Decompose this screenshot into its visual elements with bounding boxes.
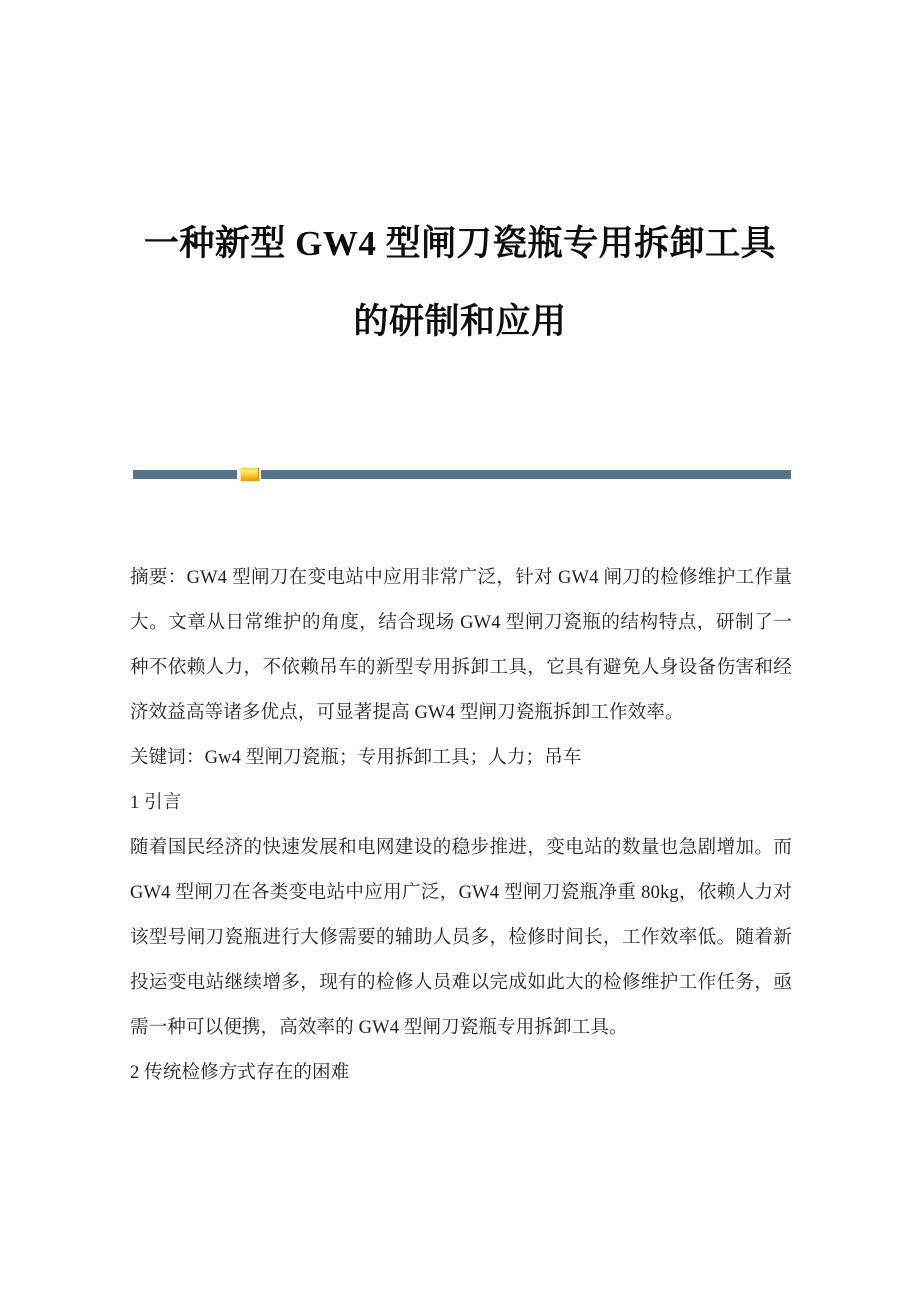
abstract-paragraph: 摘要：GW4 型闸刀在变电站中应用非常广泛，针对 GW4 闸刀的检修维护工作量大。文章从日常维护的角度，结合现场 GW4 型闸刀瓷瓶的结构特点，研制了一种不依赖人力，不依赖吊车的新型专用拆卸工具，它具有避免人身设备伤害和经济效益高等诸多优点，可显著提高 GW4 型闸刀瓷瓶拆卸工作效率。	[130, 568, 792, 723]
divider-bar-left	[133, 470, 237, 479]
gold-diamond-ornament-icon	[240, 468, 259, 481]
page-title-line-1: 一种新型 GW4 型闸刀瓷瓶专用拆卸工具	[143, 224, 777, 263]
section-heading-2: 2 传统检修方式存在的困难	[130, 1063, 350, 1083]
divider-bar-right	[261, 470, 791, 479]
page-title	[130, 205, 790, 361]
decorative-divider	[133, 468, 791, 481]
keywords-line: 关键词：Gw4 型闸刀瓷瓶；专用拆卸工具；人力；吊车	[130, 748, 582, 768]
document-body	[130, 556, 792, 1096]
page-title-line-2: 的研制和应用	[353, 302, 567, 341]
section-body-1: 随着国民经济的快速发展和电网建设的稳步推进，变电站的数量也急剧增加。而 GW4 型闸刀在各类变电站中应用广泛，GW4 型闸刀瓷瓶净重 80kg，依赖人力对该型号闸刀瓷瓶进行大修需要的辅助人员多，检修时间长，工作效率低。随着新投运变电站继续增多，现有的检修人员难以完成如此大的检修维护工作任务，亟需一种可以便携，高效率的 GW4 型闸刀瓷瓶专用拆卸工具。	[130, 838, 792, 1038]
section-heading-1: 1 引言	[130, 793, 182, 813]
